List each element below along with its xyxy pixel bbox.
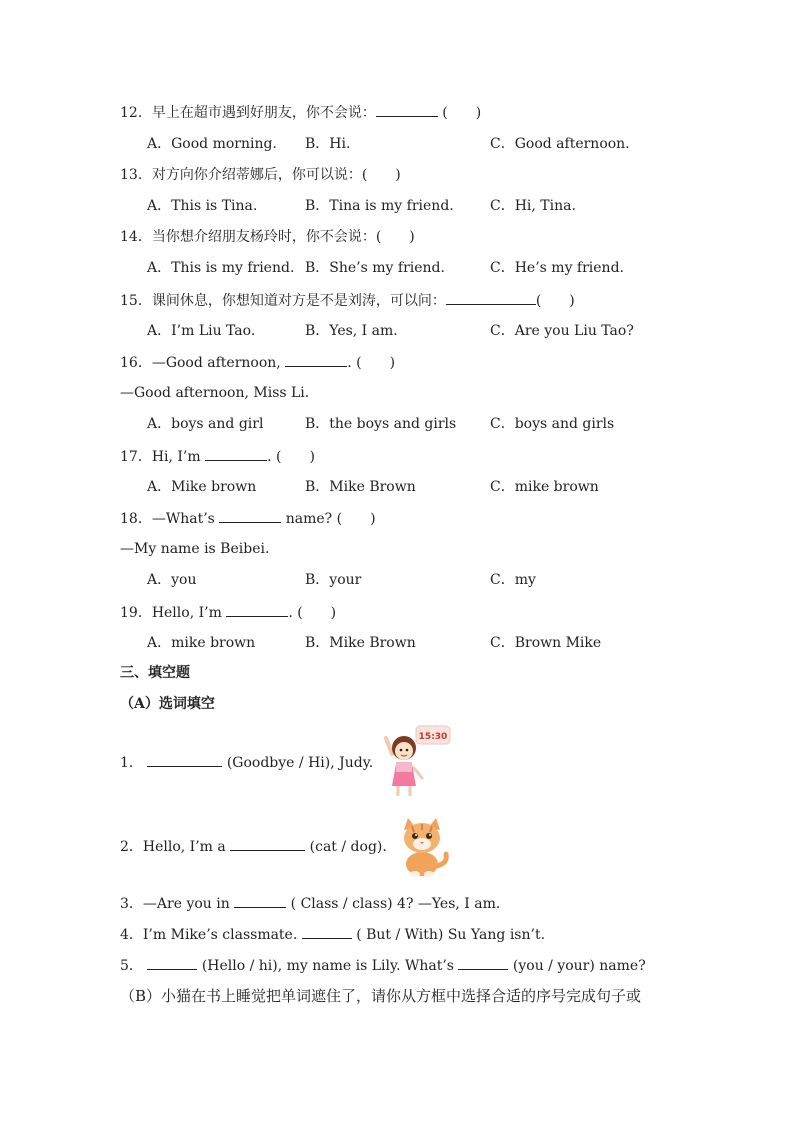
fill-3-tail: ( Class / class) 4? —Yes, I am. (290, 896, 501, 912)
q12-option-a[interactable]: A．Good morning. (147, 136, 277, 152)
q16-option-a[interactable]: A．boys and girl (147, 416, 264, 432)
fill-2-text: 2．Hello, I’m a (120, 839, 226, 855)
cat-illustration (392, 814, 452, 878)
fill-5-number: 5． (120, 958, 143, 974)
question-16-reply: —Good afternoon, Miss Li. (120, 385, 310, 401)
answer-blank[interactable] (376, 102, 438, 117)
question-19-stem: 19．Hello, I’m (120, 605, 222, 621)
question-12-stem: 12．早上在超市遇到好朋友，你不会说： (120, 105, 376, 121)
question-16-stem: 16．—Good afternoon, (120, 355, 281, 371)
answer-blank[interactable] (446, 290, 536, 305)
q14-option-a[interactable]: A．This is my friend. (147, 260, 295, 276)
question-18-tail[interactable]: name? ( ) (285, 511, 376, 527)
answer-blank[interactable] (219, 508, 281, 523)
q17-option-b[interactable]: B．Mike Brown (305, 479, 416, 495)
q14-option-c[interactable]: C．He’s my friend. (490, 260, 624, 276)
question-13: 13．对方向你介绍蒂娜后，你可以说：( ) (120, 167, 401, 183)
answer-blank[interactable] (302, 924, 352, 939)
fill-4-tail: ( But / With) Su Yang isn’t. (356, 927, 546, 943)
fill-5-text: (Hello / hi), my name is Lily. What’s (201, 958, 454, 974)
question-18-stem: 18．—What’s (120, 511, 215, 527)
q13-option-b[interactable]: B．Tina is my friend. (305, 198, 454, 214)
question-15 (120, 290, 575, 311)
answer-blank[interactable] (226, 602, 288, 617)
question-18-reply: —My name is Beibei. (120, 541, 270, 557)
q13-option-a[interactable]: A．This is Tina. (147, 198, 258, 214)
q15-option-b[interactable]: B．Yes, I am. (305, 323, 398, 339)
question-17-tail[interactable]: . ( ) (267, 449, 315, 465)
answer-paren[interactable]: ( ) (535, 293, 575, 309)
answer-blank[interactable] (147, 752, 222, 767)
fill-3-text: 3．—Are you in (120, 896, 230, 912)
answer-blank[interactable] (458, 955, 508, 970)
q16-option-b[interactable]: B．the boys and girls (305, 416, 457, 432)
q19-option-a[interactable]: A．mike brown (147, 635, 256, 651)
answer-blank[interactable] (205, 446, 267, 461)
question-15-stem: 15．课间休息，你想知道对方是不是刘涛，可以问： (120, 293, 446, 309)
fill-4-text: 4．I’m Mike’s classmate. (120, 927, 298, 943)
question-16 (120, 352, 395, 373)
q17-option-a[interactable]: A．Mike brown (147, 479, 257, 495)
question-16-tail[interactable]: . ( ) (347, 355, 396, 371)
girl-waving-illustration (378, 724, 456, 800)
q15-option-a[interactable]: A．I’m Liu Tao. (147, 323, 256, 339)
answer-blank[interactable] (234, 893, 286, 908)
fill-2-tail: (cat / dog). (309, 839, 387, 855)
answer-blank[interactable] (230, 836, 305, 851)
fill-1-number: 1． (120, 755, 143, 771)
q18-option-b[interactable]: B．your (305, 572, 362, 588)
question-14: 14．当你想介绍朋友杨玲时，你不会说：( ) (120, 229, 415, 245)
q16-option-c[interactable]: C．boys and girls (490, 416, 615, 432)
fill-3 (120, 893, 500, 914)
answer-blank[interactable] (147, 955, 197, 970)
question-19-tail[interactable]: . ( ) (288, 605, 337, 621)
q15-option-c[interactable]: C．Are you Liu Tao? (490, 323, 634, 339)
question-17-stem: 17．Hi, I’m (120, 449, 201, 465)
subsection-a-title: （A）选词填空 (120, 696, 215, 712)
q13-option-c[interactable]: C．Hi, Tina. (490, 198, 576, 214)
q12-option-b[interactable]: B．Hi. (305, 136, 351, 152)
fill-2 (120, 836, 387, 857)
fill-1-text: (Goodbye / Hi), Judy. (226, 755, 374, 771)
q18-option-a[interactable]: A．you (147, 572, 197, 588)
question-19 (120, 602, 336, 623)
q12-option-c[interactable]: C．Good afternoon. (490, 136, 630, 152)
subsection-b-instruction: （B）小猫在书上睡觉把单词遮住了，请你从方框中选择合适的序号完成句子或 (120, 987, 642, 1005)
fill-1 (120, 752, 373, 773)
q17-option-c[interactable]: C．mike brown (490, 479, 599, 495)
fill-4 (120, 924, 545, 945)
q19-option-c[interactable]: C．Brown Mike (490, 635, 602, 651)
q14-option-b[interactable]: B．She’s my friend. (305, 260, 445, 276)
fill-5 (120, 955, 646, 976)
fill-5-tail: (you / your) name? (512, 958, 646, 974)
q18-option-c[interactable]: C．my (490, 572, 536, 588)
question-17 (120, 446, 315, 467)
answer-paren[interactable]: ( ) (442, 105, 482, 121)
clock-time: 15:30 (418, 732, 448, 742)
answer-blank[interactable] (285, 352, 347, 367)
question-18 (120, 508, 376, 529)
question-12 (120, 102, 481, 123)
section-title: 三、填空题 (120, 665, 190, 681)
q19-option-b[interactable]: B．Mike Brown (305, 635, 416, 651)
